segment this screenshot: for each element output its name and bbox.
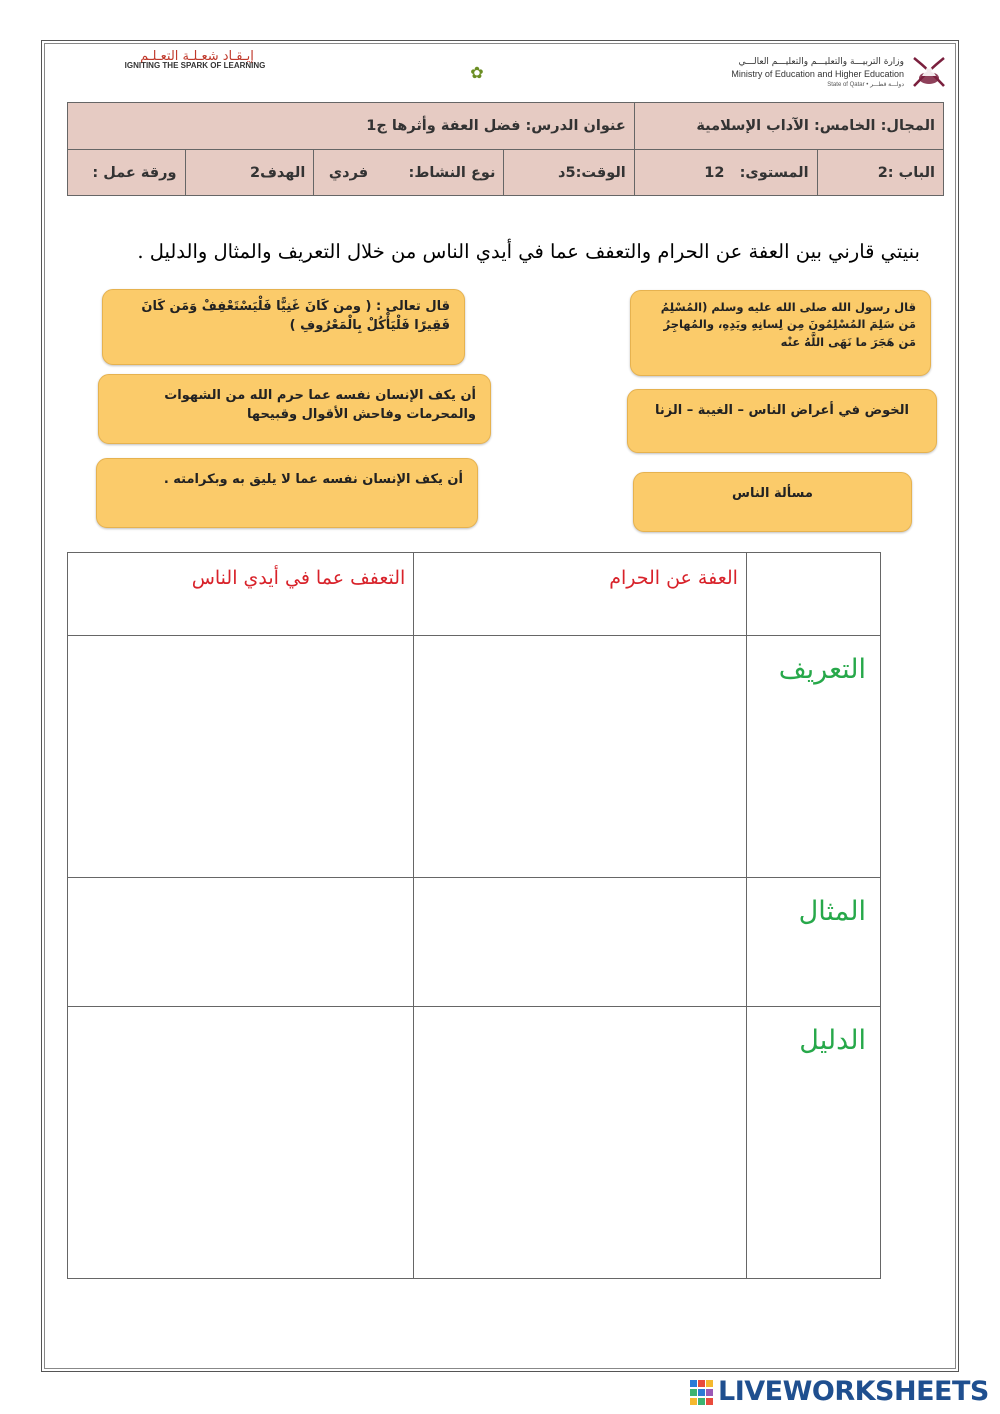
row-label-evidence: الدليل xyxy=(799,1025,866,1056)
worksheet-label: ورقة عمل : xyxy=(92,164,177,181)
header-people-cell xyxy=(68,553,414,636)
card-hadith[interactable]: قال رسول الله صلى الله عليه وسلم (المُسْلِمُ مَن سَلِمَ المُسْلِمُونَ مِن لِسانِهِ ويَدِهِ، والمُهاجِرُ مَن هَجَرَ ما نَهَى اللَّهُ عنْه xyxy=(630,290,931,376)
spark-logo-english: IGNITING THE SPARK OF LEARNING xyxy=(124,61,266,70)
lesson-title: عنوان الدرس: فضل العفة وأثرها ج1 xyxy=(366,118,626,134)
chapter-text: الباب :2 xyxy=(877,164,935,181)
card-quran-verse[interactable]: قال تعالى : ( ومن كَانَ غَنِيًّا فَلْيَسْتَعْفِفْ وَمَن كَانَ فَقِيرًا فَلْيَأْكُلْ بِالْمَعْرُوفِ ) xyxy=(102,289,465,365)
instruction-text: بنيتي قارني بين العفة عن الحرام والتعفف عما في أيدي الناس من خلال التعريف والمثال والدليل . xyxy=(137,240,920,263)
ministry-name-english: Ministry of Education and Higher Education xyxy=(731,69,904,79)
row-label-example: المثال xyxy=(798,896,866,927)
drop-evidence-people[interactable] xyxy=(68,1007,414,1279)
chapter-cell xyxy=(817,150,943,196)
drop-definition-people[interactable] xyxy=(68,636,414,878)
level-value: 12 xyxy=(704,164,725,181)
drop-example-people[interactable] xyxy=(68,878,414,1007)
activity-type-label: نوع النشاط: xyxy=(408,164,496,181)
emblem-icon: ✿ xyxy=(470,63,484,82)
ministry-name-arabic: وزارة التربيـــة والتعليـــم والتعليـــم العالـــي xyxy=(738,57,904,67)
activity-type-cell xyxy=(314,150,504,196)
header-haram-cell xyxy=(414,553,747,636)
liveworksheets-brand[interactable]: LIVEWORKSHEETS xyxy=(718,1376,989,1407)
time-text: الوقت:5د xyxy=(558,164,626,181)
header-people: التعفف عما في أيدي الناس xyxy=(191,567,406,589)
drop-evidence-haram[interactable] xyxy=(414,1007,747,1279)
goal-cell xyxy=(185,150,314,196)
header-haram: العفة عن الحرام xyxy=(609,567,738,589)
ministry-state-line: State of Qatar • دولـــة قطـــر xyxy=(827,82,904,88)
row-label-definition: التعريف xyxy=(778,654,866,685)
lesson-info-table xyxy=(67,102,944,196)
activity-type-value: فردي xyxy=(328,164,369,181)
row-label-example-cell xyxy=(746,878,880,1007)
row-label-evidence-cell xyxy=(746,1007,880,1279)
domain-cell xyxy=(634,103,943,150)
drop-definition-haram[interactable] xyxy=(414,636,747,878)
liveworksheets-logo-icon xyxy=(690,1380,714,1406)
time-cell xyxy=(504,150,634,196)
worksheet-cell xyxy=(68,150,186,196)
card-definition-people[interactable]: أن يكف الإنسان نفسه عما لا يليق به وبكرامته . xyxy=(96,458,478,528)
qatar-emblem-icon xyxy=(908,52,950,92)
header-corner-cell xyxy=(746,553,880,636)
lesson-title-cell xyxy=(68,103,635,150)
level-label: المستوى: xyxy=(739,164,809,181)
card-definition-haram[interactable]: أن يكف الإنسان نفسه عما حرم الله من الشهوات والمحرمات وفاحش الأقوال وقبيحها xyxy=(98,374,491,444)
card-example-people[interactable]: مسألة الناس xyxy=(633,472,912,532)
drop-example-haram[interactable] xyxy=(414,878,747,1007)
row-label-definition-cell xyxy=(746,636,880,878)
domain-text: المجال: الخامس: الآداب الإسلامية xyxy=(696,118,935,134)
card-example-haram[interactable]: الخوض في أعراض الناس – الغيبة – الزنا xyxy=(627,389,937,453)
level-cell xyxy=(634,150,817,196)
spark-logo-arabic: إيـقـاد شعـلـة التعـلـم xyxy=(140,49,254,64)
goal-text: الهدف2 xyxy=(249,164,306,181)
comparison-table xyxy=(67,552,881,1279)
